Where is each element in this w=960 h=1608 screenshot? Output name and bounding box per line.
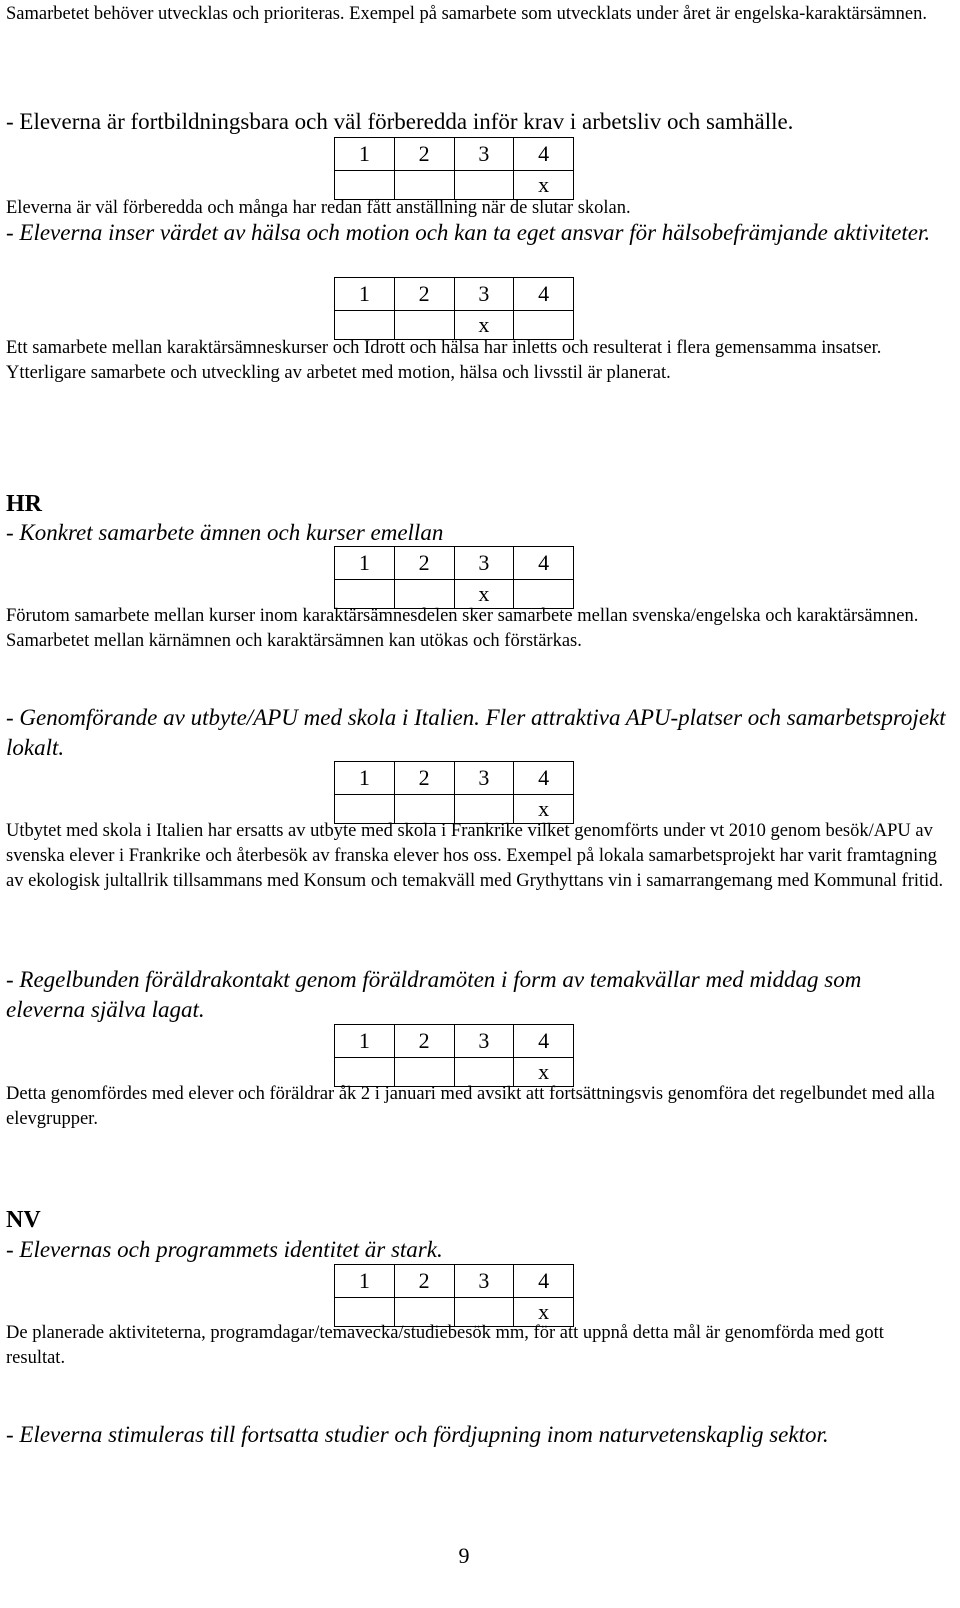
rating-grid	[334, 761, 574, 824]
rating-scale-label: 4	[514, 762, 574, 795]
goal-comment: Ett samarbete mellan karaktärsämneskurser och Idrott och hälsa har inletts och resulterat i flera gemensamma insatser. Ytterligare samarbete och utveckling av arbetet med motion, hälsa och livsstil är planerat.	[6, 338, 882, 383]
goal-title: - Konkret samarbete ämnen och kurser emellan	[6, 520, 444, 545]
rating-cell: x	[514, 1298, 574, 1327]
page-number: 9	[458, 1543, 470, 1568]
goal-comment: De planerade aktiviteterna, programdagar/temavecka/studiebesök mm, för att uppnå detta mål är genomförda med gott resultat.	[6, 1323, 884, 1368]
rating-scale-label: 4	[514, 278, 574, 311]
goal-title: - Regelbunden föräldrakontakt genom föräldramöten i form av temakvällar med middag som eleverna själva lagat.	[6, 967, 862, 1022]
rating-scale-label: 4	[514, 138, 574, 171]
rating-scale-label: 1	[335, 138, 395, 171]
rating-scale-label: 2	[394, 547, 454, 580]
intro-paragraph: Samarbetet behöver utvecklas och prioriteras. Exempel på samarbete som utvecklats under året är engelska-karaktärsämnen.	[6, 4, 928, 24]
rating-scale-label: 1	[335, 278, 395, 311]
rating-cell: x	[454, 311, 514, 340]
rating-scale-label: 2	[394, 138, 454, 171]
section-heading: HR	[6, 491, 42, 517]
goal-title: - Eleverna är fortbildningsbara och väl förberedda inför krav i arbetsliv och samhälle.	[6, 109, 794, 134]
rating-grid	[334, 137, 574, 200]
rating-scale-label: 3	[454, 138, 514, 171]
rating-grid	[334, 546, 574, 609]
rating-scale-label: 3	[454, 278, 514, 311]
section-heading: NV	[6, 1207, 41, 1233]
rating-scale-label: 3	[454, 1265, 514, 1298]
rating-scale-label: 1	[335, 1025, 395, 1058]
goal-title: - Eleverna inser värdet av hälsa och motion och kan ta eget ansvar för hälsobefrämjande aktiviteter.	[6, 220, 931, 245]
rating-scale-label: 1	[335, 1265, 395, 1298]
goal-comment: Eleverna är väl förberedda och många har redan fått anställning när de slutar skolan.	[6, 198, 631, 218]
rating-scale-label: 4	[514, 547, 574, 580]
rating-scale-label: 2	[394, 278, 454, 311]
rating-cell: x	[514, 171, 574, 200]
goal-title: - Elevernas och programmets identitet är stark.	[6, 1237, 443, 1262]
goal-comment: Förutom samarbete mellan kurser inom karaktärsämnesdelen sker samarbete mellan svenska/engelska och karaktärsämnen. Samarbetet mellan kärnämnen och karaktärsämnen kan utökas och förstärkas.	[6, 606, 919, 651]
goal-title: - Eleverna stimuleras till fortsatta studier och fördjupning inom naturvetenskaplig sektor.	[6, 1422, 829, 1447]
rating-scale-label: 3	[454, 762, 514, 795]
rating-scale-label: 3	[454, 547, 514, 580]
goal-comment: Detta genomfördes med elever och föräldrar åk 2 i januari med avsikt att fortsättningsvis genomföra det regelbundet med alla elevgrupper.	[6, 1084, 935, 1129]
goal-title: - Genomförande av utbyte/APU med skola i Italien. Fler attraktiva APU-platser och samarbetsprojekt lokalt.	[6, 705, 946, 760]
rating-scale-label: 2	[394, 1265, 454, 1298]
rating-scale-label: 1	[335, 762, 395, 795]
rating-scale-label: 2	[394, 1025, 454, 1058]
rating-cell: x	[454, 580, 514, 609]
rating-scale-label: 4	[514, 1025, 574, 1058]
rating-scale-label: 3	[454, 1025, 514, 1058]
rating-scale-label: 4	[514, 1265, 574, 1298]
rating-grid	[334, 1264, 574, 1327]
rating-cell: x	[514, 1058, 574, 1087]
rating-grid	[334, 277, 574, 340]
rating-grid	[334, 1024, 574, 1087]
rating-cell: x	[514, 795, 574, 824]
rating-scale-label: 1	[335, 547, 395, 580]
goal-comment: Utbytet med skola i Italien har ersatts av utbyte med skola i Frankrike vilket genomförts under vt 2010 genom besök/APU av svenska elever i Frankrike och återbesök av franska elever hos oss. Exempel på lokala samarbetsprojekt har varit framtagning av ekologisk jultallrik tillsammans med Konsum och temakväll med Grythyttans vin i samarrangemang med Kommunal fritid.	[6, 821, 944, 891]
rating-scale-label: 2	[394, 762, 454, 795]
